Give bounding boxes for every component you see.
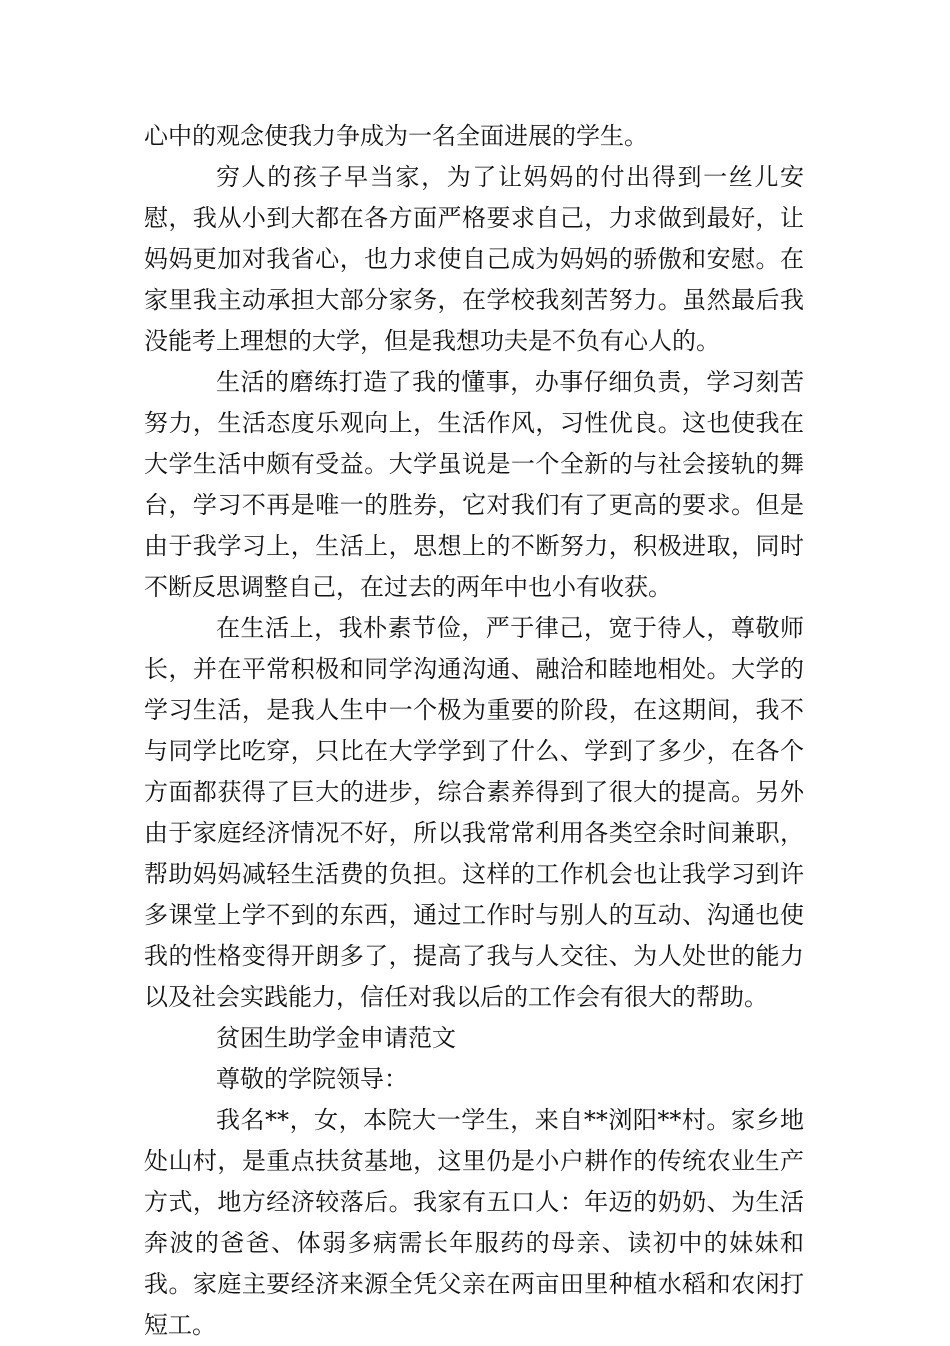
paragraph-childhood: 穷人的孩子早当家，为了让妈妈的付出得到一丝儿安慰，我从小到大都在各方面严格要求自己，力求做到最好，让妈妈更加对我省心，也力求使自己成为妈妈的骄傲和安慰。在家里我主动承担大部分家务，在学校我刻苦努力。虽然最后我没能考上理想的大学，但是我想功夫是不负有心人的。 (144, 163, 804, 355)
salutation: 尊敬的学院领导： (216, 1065, 408, 1093)
section-title: 贫困生助学金申请范文 (216, 1024, 456, 1052)
document-body (144, 116, 804, 1346)
paragraph-introduction: 我名**，女，本院大一学生，来自**浏阳**村。家乡地处山村，是重点扶贫基地，这里仍是小户耕作的传统农业生产方式，地方经济较落后。我家有五口人：年迈的奶奶、为生活奔波的爸爸、体弱多病需长年服药的母亲、读初中的妹妹和我。家庭主要经济来源全凭父亲在两亩田里种植水稻和农闲打短工。 (144, 1106, 804, 1339)
paragraph-life-tempering: 生活的磨练打造了我的懂事，办事仔细负责，学习刻苦努力，生活态度乐观向上，生活作风，习性优良。这也使我在大学生活中颇有受益。大学虽说是一个全新的与社会接轨的舞台，学习不再是唯一的胜券，它对我们有了更高的要求。但是由于我学习上，生活上，思想上的不断努力，积极进取，同时不断反思调整自己，在过去的两年中也小有收获。 (144, 368, 804, 601)
paragraph-continuation: 心中的观念使我力争成为一名全面进展的学生。 (144, 122, 648, 150)
paragraph-daily-life: 在生活上，我朴素节俭，严于律己，宽于待人，尊敬师长，并在平常积极和同学沟通沟通、融洽和睦地相处。大学的学习生活，是我人生中一个极为重要的阶段，在这期间，我不与同学比吃穿，只比在大学学到了什么、学到了多少，在各个方面都获得了巨大的进步，综合素养得到了很大的提高。另外由于家庭经济情况不好，所以我常常利用各类空余时间兼职，帮助妈妈减轻生活费的负担。这样的工作机会也让我学习到许多课堂上学不到的东西，通过工作时与别人的互动、沟通也使我的性格变得开朗多了，提高了我与人交往、为人处世的能力以及社会实践能力，信任对我以后的工作会有很大的帮助。 (144, 614, 804, 1011)
